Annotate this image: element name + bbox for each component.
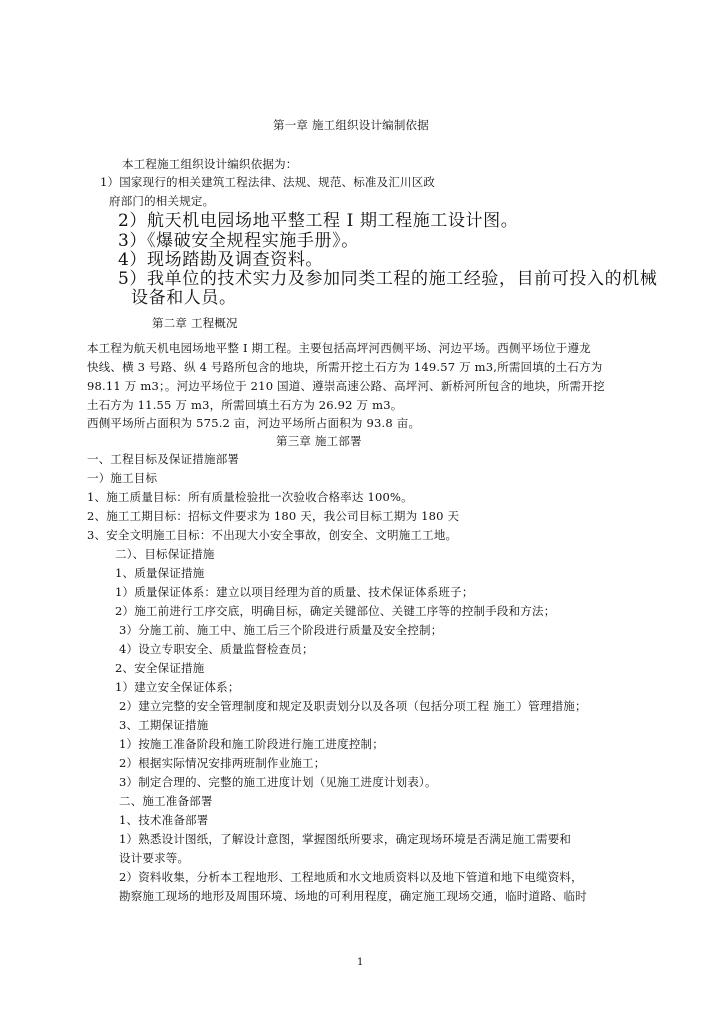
overview-line-5: 西侧平场所占面积为 575.2 亩，河边平场所占面积为 93.8 亩。 [87,416,421,430]
section-2-title: 二、施工准备部署 [119,794,213,808]
goal-1: 1、施工质量目标：所有质量检验批一次验收合格率达 100%。 [87,490,413,504]
basis-item-2: 2）航天机电园场地平整工程 I 期工程施工设计图。 [118,211,519,231]
basis-item-4: 4）现场踏勘及调查资料。 [118,250,324,270]
basis-intro: 本工程施工组织设计编织依据为： [122,157,298,171]
basis-item-3: 3）《爆破安全规程实施手册》。 [118,231,359,251]
schedule-title: 3、工期保证措施 [119,718,209,732]
goal-2: 2、施工工期目标：招标文件要求为 180 天，我公司目标工期为 180 天 [87,509,460,523]
page-number: 1 [357,957,364,968]
overview-line-4: 土石方为 11.55 万 m3，所需回填土石方为 26.92 万 m3。 [87,398,403,412]
section-1-1-title: 一）施工目标 [87,471,158,485]
goal-3: 3、安全文明施工目标：不出现大小安全事故，创安全、文明施工工地。 [87,528,458,542]
tech-item-2b: 勘察施工现场的地形及周围环境、场地的可利用程度，确定施工现场交通，临时道路、临时 [119,889,587,903]
schedule-item-3: 3）制定合理的、完整的施工进度计划（见施工进度计划表）。 [119,775,437,789]
section-1-title: 一、工程目标及保证措施部署 [87,452,240,466]
safety-title: 2、安全保证措施 [115,661,205,675]
basis-item-1b: 府部门的相关规定。 [109,194,215,208]
schedule-item-2: 2）根据实际情况安排两班制作业施工； [119,756,326,770]
overview-line-3: 98.11 万 m3；。河边平场位于 210 国道、遵崇高速公路、高坪河、新桥河所包含的地块，所需开挖 [87,379,605,393]
safety-item-1: 1）建立安全保证体系； [115,680,240,694]
quality-item-3: 3）分施工前、施工中、施工后三个阶段进行质量及安全控制； [119,623,443,637]
basis-item-5a: 5）我单位的技术实力及参加同类工程的施工经验，目前可投入的机械 [118,269,658,289]
quality-item-2: 2）施工前进行工序交底，明确目标，确定关键部位、关键工序等的控制手段和方法； [115,604,556,618]
section-1-2-title: 二）、目标保证措施 [115,547,215,561]
overview-line-1: 本工程为航天机电园场地平整 I 期工程。主要包括高坪河西侧平场、河边平场。西侧平场位于遵龙 [87,341,591,355]
quality-title: 1、质量保证措施 [115,566,205,580]
tech-item-1a: 1）熟悉设计图纸，了解设计意图，掌握图纸所要求，确定现场环境是否满足施工需要和 [119,832,572,846]
safety-item-2: 2）建立完整的安全管理制度和规定及职责划分以及各项（包括分项工程 施工）管理措施； [119,699,587,713]
quality-item-4: 4）设立专职安全、质量监督检查员； [119,642,314,656]
basis-item-1a: 1）国家现行的相关建筑工程法律、法规、规范、标准及汇川区政 [100,175,436,189]
tech-item-2a: 2）资料收集，分析本工程地形、工程地质和水文地质资料以及地下管道和地下电缆资料， [119,870,583,884]
chapter3-title: 第三章 施工部署 [276,434,362,448]
basis-item-5b: 设备和人员。 [131,288,237,308]
tech-item-1b: 设计要求等。 [119,851,190,865]
quality-item-1: 1）质量保证体系：建立以项目经理为首的质量、技术保证体系班子； [115,585,474,599]
overview-line-2: 快线、横 3 号路、纵 4 号路所包含的地块，所需开挖土石方为 149.57 万 m3,所需回填的土石方为 [87,360,603,374]
schedule-item-1: 1）按施工准备阶段和施工阶段进行施工进度控制； [119,737,384,751]
chapter2-title: 第二章 工程概况 [152,316,238,330]
tech-title: 1、技术准备部署 [119,813,209,827]
chapter1-title: 第一章 施工组织设计编制依据 [273,118,429,132]
